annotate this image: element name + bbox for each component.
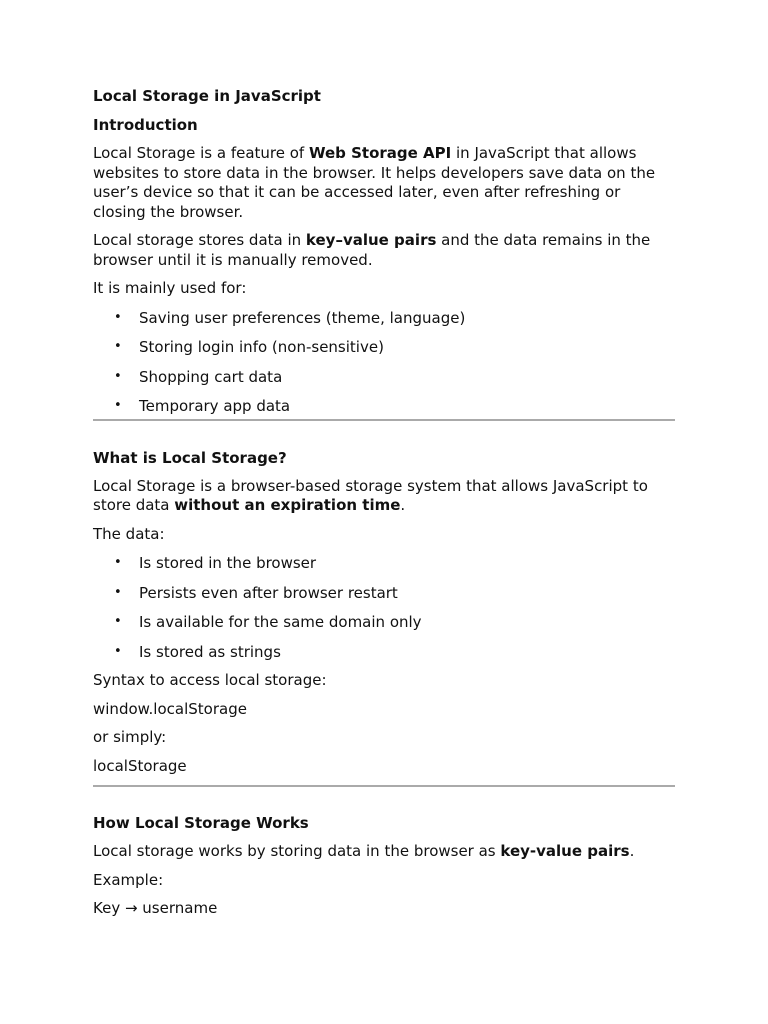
intro-p1-text-a: Local Storage is a feature of: [93, 144, 309, 162]
intro-p2-text-a: Local storage stores data in: [93, 231, 306, 249]
code-window-localstorage: window.localStorage: [93, 699, 247, 718]
how-p1-bold: key-value pairs: [500, 842, 630, 860]
what-paragraph-1: [93, 477, 675, 516]
list-item: • Persists even after browser restart: [93, 583, 675, 603]
intro-paragraph-2: [93, 231, 675, 270]
heading-introduction: Introduction: [93, 116, 198, 134]
intro-p1-bold: Web Storage API: [308, 144, 452, 162]
intro-p2-bold: key–value pairs: [305, 231, 437, 249]
list-item: • Is stored as strings: [93, 642, 675, 662]
facts-list: [93, 553, 675, 662]
uses-list: [93, 308, 675, 417]
how-paragraph-1: [93, 842, 675, 862]
list-item: • Is stored in the browser: [93, 553, 675, 573]
how-p1-text-c: .: [629, 842, 635, 860]
example-label: Example:: [93, 870, 164, 889]
intro-paragraph-3: It is mainly used for:: [93, 279, 247, 297]
heading-what-is-local-storage: What is Local Storage?: [93, 448, 287, 467]
how-p1-text-a: Local storage works by storing data in the browser as: [93, 842, 501, 860]
what-p1-text-a: Local Storage is a browser-based storage system that allows JavaScript to store data: [93, 476, 648, 514]
document-title: Local Storage in JavaScript: [93, 87, 321, 105]
list-item: • Is available for the same domain only: [93, 612, 675, 632]
what-paragraph-2: The data:: [93, 524, 165, 543]
list-item: • Saving user preferences (theme, language): [93, 308, 675, 328]
what-p1-bold: without an expiration time: [174, 496, 401, 514]
what-p1-text-c: .: [400, 496, 406, 514]
syntax-paragraph: Syntax to access local storage:: [93, 671, 327, 689]
heading-how-local-storage-works: How Local Storage Works: [93, 814, 309, 832]
intro-p1-text-c: in JavaScript that allows websites to store data in the browser. It helps developers save data on the user’s device so that it can be accessed later, even after refreshing or closing the browser.: [93, 144, 656, 221]
list-item: • Shopping cart data: [93, 367, 675, 387]
or-simply-paragraph: or simply:: [93, 728, 167, 746]
horizontal-divider: [93, 419, 675, 421]
intro-p2-text-c: and the data remains in the browser until it is manually removed.: [93, 231, 651, 269]
intro-paragraph-1: [93, 144, 675, 222]
code-localstorage: localStorage: [93, 756, 187, 775]
example-key-line: Key → username: [93, 899, 218, 917]
list-item: • Temporary app data: [93, 396, 675, 416]
list-item: • Storing login info (non-sensitive): [93, 337, 675, 357]
document-page: [93, 86, 675, 928]
horizontal-divider: [93, 785, 675, 787]
